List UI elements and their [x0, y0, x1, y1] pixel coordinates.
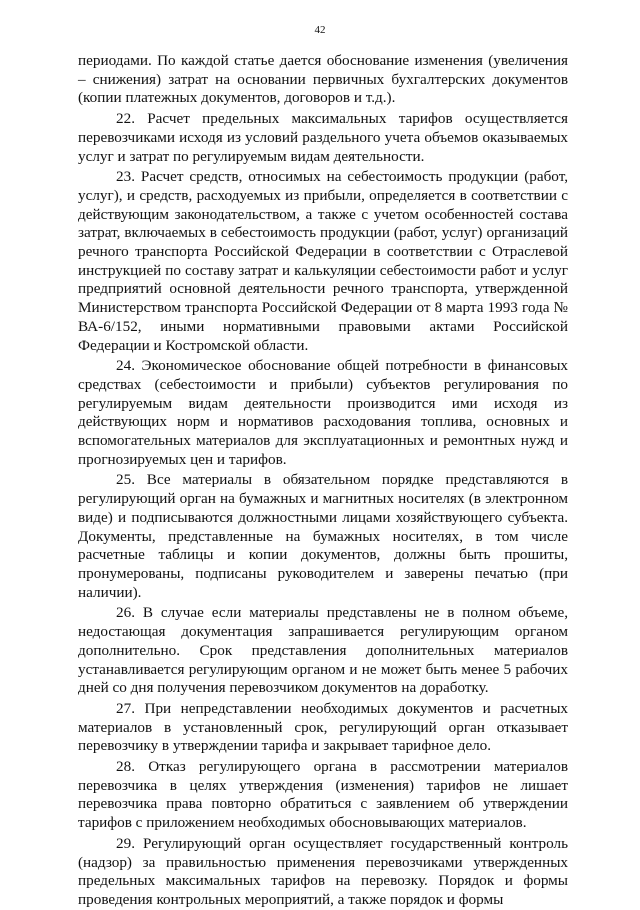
paragraph-23: 23. Расчет средств, относимых на себестоимость продукции (работ, услуг), и средств, расходуемых из прибыли, определяется в соответствии с действующим законодательством, а также с учетом особенностей состава затрат, включаемых в себестоимость продукции (работ, услуг) организаций речного транспорта Российской Федерации в соответствии с Отраслевой инструкцией по составу затрат и калькуляции себестоимости работ и услуг предприятий основной деятельности речного транспорта, утвержденной Министерством транспорта Российской Федерации от 8 марта 1993 года № ВА-6/152, иными нормативными правовыми актами Российской Федерации и Костромской области.: [78, 168, 568, 354]
page-number: 42: [314, 24, 326, 36]
paragraph-22: 22. Расчет предельных максимальных тарифов осуществляется перевозчиками исходя из условий раздельного учета объемов оказываемых услуг и затрат по регулируемым видам деятельности.: [78, 110, 568, 165]
paragraph-29: 29. Регулирующий орган осуществляет государственный контроль (надзор) за правильностью применения перевозчиками утвержденных предельных максимальных тарифов на перевозку. Порядок и формы проведения контрольных мероприятий, а также порядок и формы: [78, 834, 568, 908]
paragraph-24: 24. Экономическое обоснование общей потребности в финансовых средствах (себестоимости и прибыли) субъектов регулирования по регулируемым видам деятельности производится ими исходя из действующих норм и нормативов расходования топлива, основных и вспомогательных материалов для эксплуатационных и ремонтных нужд и прогнозируемых цен и тарифов.: [78, 357, 568, 468]
paragraph-25: 25. Все материалы в обязательном порядке представляются в регулирующий орган на бумажных и магнитных носителях (в электронном виде) и подписываются должностными лицами хозяйствующего субъекта. Документы, представленные на бумажных носителях, в том числе расчетные таблицы и копии документов, должны быть прошиты, пронумерованы, подписаны руководителем и заверены печатью (при наличии).: [78, 471, 568, 601]
paragraph-continuation: периодами. По каждой статье дается обоснование изменения (увеличения – снижения) затрат на основании первичных бухгалтерских документов (копии платежных документов, договоров и т.д.).: [78, 52, 568, 107]
paragraph-28: 28. Отказ регулирующего органа в рассмотрении материалов перевозчика в целях утверждения (изменения) тарифов не лишает перевозчика права повторно обратиться с заявлением об утверждении тарифов с приложением необходимых обосновывающих материалов.: [78, 758, 568, 832]
paragraph-26: 26. В случае если материалы представлены не в полном объеме, недостающая документация запрашивается регулирующим органом дополнительно. Срок представления дополнительных материалов устанавливается регулирующим органом и не может быть менее 5 рабочих дней со дня получения перевозчиком документов на доработку.: [78, 604, 568, 697]
paragraph-27: 27. При непредставлении необходимых документов и расчетных материалов в установленный срок, регулирующий орган отказывает перевозчику в утверждении тарифа и закрывает тарифное дело.: [78, 699, 568, 755]
document-body: [78, 52, 568, 910]
